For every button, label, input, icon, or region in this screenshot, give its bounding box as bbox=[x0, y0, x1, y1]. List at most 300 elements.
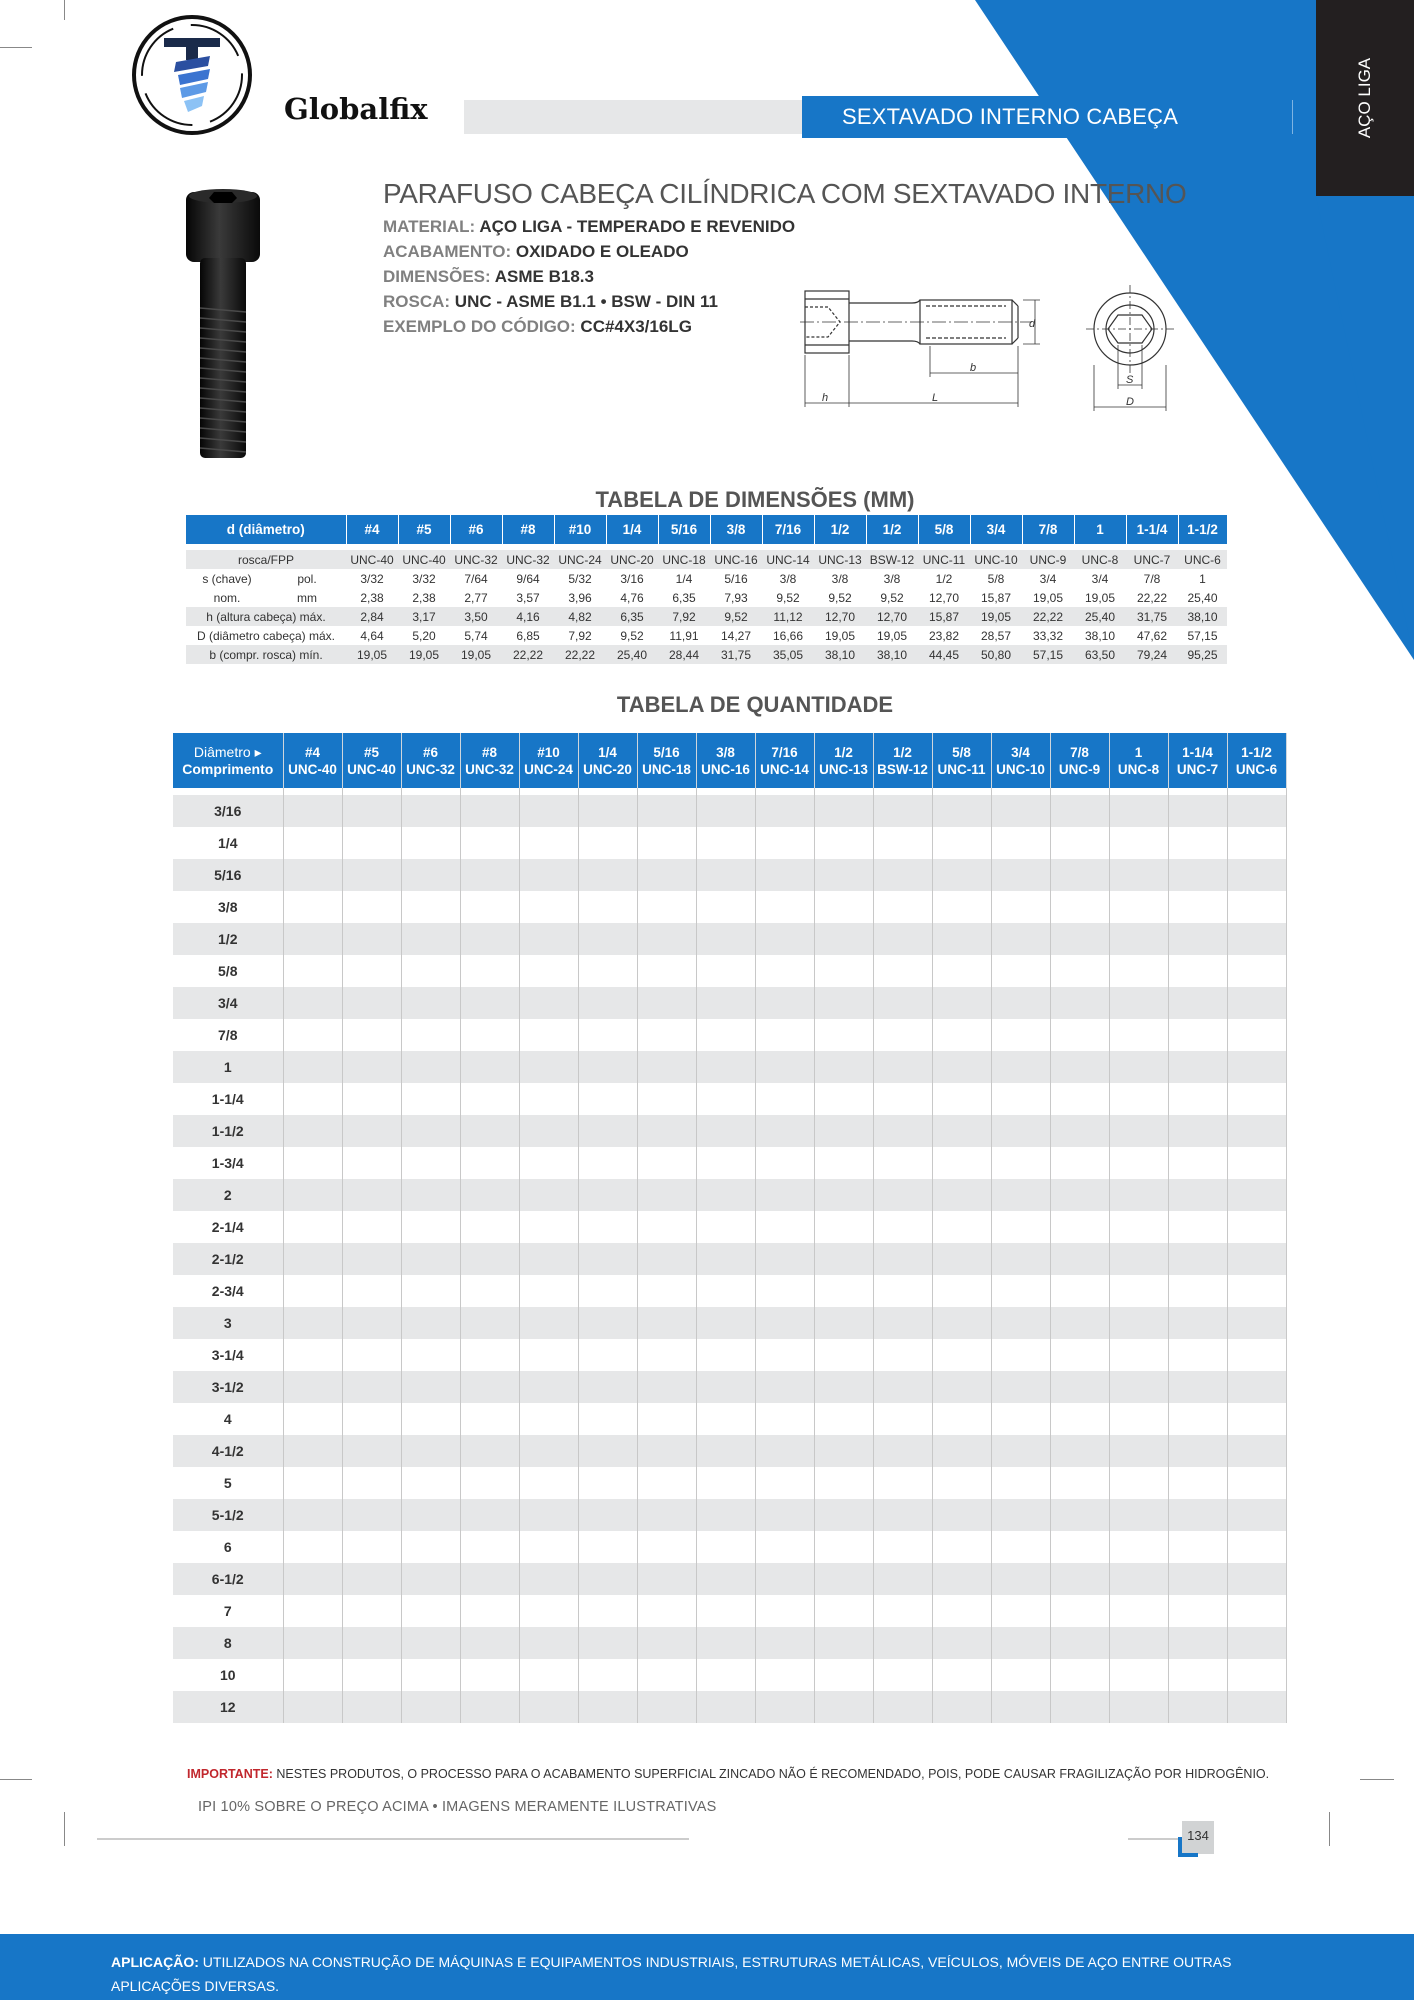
qty-cell[interactable] bbox=[283, 1275, 342, 1307]
qty-cell[interactable] bbox=[519, 1243, 578, 1275]
qty-cell[interactable] bbox=[873, 827, 932, 859]
qty-cell[interactable] bbox=[519, 1691, 578, 1723]
qty-cell[interactable] bbox=[991, 1179, 1050, 1211]
qty-cell[interactable] bbox=[755, 1243, 814, 1275]
qty-cell[interactable] bbox=[873, 1595, 932, 1627]
qty-cell[interactable] bbox=[283, 1659, 342, 1691]
qty-cell[interactable] bbox=[755, 1691, 814, 1723]
qty-cell[interactable] bbox=[1050, 1339, 1109, 1371]
qty-cell[interactable] bbox=[1168, 859, 1227, 891]
qty-cell[interactable] bbox=[1050, 1499, 1109, 1531]
qty-cell[interactable] bbox=[991, 1531, 1050, 1563]
qty-cell[interactable] bbox=[1109, 1243, 1168, 1275]
qty-cell[interactable] bbox=[1227, 1403, 1286, 1435]
qty-cell[interactable] bbox=[460, 827, 519, 859]
qty-cell[interactable] bbox=[342, 827, 401, 859]
qty-cell[interactable] bbox=[755, 1595, 814, 1627]
qty-cell[interactable] bbox=[696, 1659, 755, 1691]
qty-cell[interactable] bbox=[1050, 1435, 1109, 1467]
qty-cell[interactable] bbox=[991, 1435, 1050, 1467]
qty-cell[interactable] bbox=[755, 923, 814, 955]
qty-cell[interactable] bbox=[401, 1691, 460, 1723]
qty-cell[interactable] bbox=[342, 1659, 401, 1691]
qty-cell[interactable] bbox=[401, 1627, 460, 1659]
qty-cell[interactable] bbox=[932, 955, 991, 987]
qty-cell[interactable] bbox=[991, 1563, 1050, 1595]
qty-cell[interactable] bbox=[578, 1307, 637, 1339]
qty-cell[interactable] bbox=[932, 1467, 991, 1499]
qty-cell[interactable] bbox=[696, 1499, 755, 1531]
qty-cell[interactable] bbox=[1050, 1627, 1109, 1659]
qty-cell[interactable] bbox=[932, 1691, 991, 1723]
qty-cell[interactable] bbox=[578, 1211, 637, 1243]
qty-cell[interactable] bbox=[873, 1307, 932, 1339]
qty-cell[interactable] bbox=[873, 1371, 932, 1403]
qty-cell[interactable] bbox=[1168, 1595, 1227, 1627]
qty-cell[interactable] bbox=[873, 923, 932, 955]
qty-cell[interactable] bbox=[519, 827, 578, 859]
qty-cell[interactable] bbox=[342, 923, 401, 955]
qty-cell[interactable] bbox=[1109, 1179, 1168, 1211]
qty-cell[interactable] bbox=[1227, 1083, 1286, 1115]
qty-cell[interactable] bbox=[1050, 1563, 1109, 1595]
qty-cell[interactable] bbox=[637, 1467, 696, 1499]
qty-cell[interactable] bbox=[991, 1275, 1050, 1307]
qty-cell[interactable] bbox=[873, 1275, 932, 1307]
qty-cell[interactable] bbox=[1050, 827, 1109, 859]
qty-cell[interactable] bbox=[283, 1339, 342, 1371]
qty-cell[interactable] bbox=[283, 1531, 342, 1563]
qty-cell[interactable] bbox=[342, 1435, 401, 1467]
qty-cell[interactable] bbox=[696, 987, 755, 1019]
qty-cell[interactable] bbox=[342, 1275, 401, 1307]
qty-cell[interactable] bbox=[637, 1115, 696, 1147]
qty-cell[interactable] bbox=[1109, 1531, 1168, 1563]
qty-cell[interactable] bbox=[283, 1147, 342, 1179]
qty-cell[interactable] bbox=[401, 987, 460, 1019]
qty-cell[interactable] bbox=[283, 1211, 342, 1243]
qty-cell[interactable] bbox=[755, 1467, 814, 1499]
qty-cell[interactable] bbox=[932, 1083, 991, 1115]
qty-cell[interactable] bbox=[932, 1371, 991, 1403]
qty-cell[interactable] bbox=[1227, 1307, 1286, 1339]
qty-cell[interactable] bbox=[814, 1435, 873, 1467]
qty-cell[interactable] bbox=[932, 1211, 991, 1243]
qty-cell[interactable] bbox=[1109, 1339, 1168, 1371]
qty-cell[interactable] bbox=[932, 1403, 991, 1435]
qty-cell[interactable] bbox=[1050, 1531, 1109, 1563]
qty-cell[interactable] bbox=[342, 1051, 401, 1083]
qty-cell[interactable] bbox=[932, 1531, 991, 1563]
qty-cell[interactable] bbox=[460, 859, 519, 891]
qty-cell[interactable] bbox=[696, 1627, 755, 1659]
qty-cell[interactable] bbox=[991, 1467, 1050, 1499]
qty-cell[interactable] bbox=[401, 795, 460, 827]
qty-cell[interactable] bbox=[932, 923, 991, 955]
qty-cell[interactable] bbox=[1109, 1563, 1168, 1595]
qty-cell[interactable] bbox=[283, 1243, 342, 1275]
qty-cell[interactable] bbox=[401, 955, 460, 987]
qty-cell[interactable] bbox=[1109, 1275, 1168, 1307]
qty-cell[interactable] bbox=[814, 1595, 873, 1627]
qty-cell[interactable] bbox=[519, 1275, 578, 1307]
qty-cell[interactable] bbox=[460, 1179, 519, 1211]
qty-cell[interactable] bbox=[519, 1563, 578, 1595]
qty-cell[interactable] bbox=[1050, 1691, 1109, 1723]
qty-cell[interactable] bbox=[283, 1563, 342, 1595]
qty-cell[interactable] bbox=[696, 1467, 755, 1499]
qty-cell[interactable] bbox=[814, 1467, 873, 1499]
qty-cell[interactable] bbox=[1050, 1275, 1109, 1307]
qty-cell[interactable] bbox=[814, 859, 873, 891]
qty-cell[interactable] bbox=[342, 1083, 401, 1115]
qty-cell[interactable] bbox=[1050, 955, 1109, 987]
qty-cell[interactable] bbox=[283, 987, 342, 1019]
qty-cell[interactable] bbox=[401, 1019, 460, 1051]
qty-cell[interactable] bbox=[283, 1467, 342, 1499]
qty-cell[interactable] bbox=[460, 1339, 519, 1371]
qty-cell[interactable] bbox=[1227, 1467, 1286, 1499]
qty-cell[interactable] bbox=[696, 859, 755, 891]
qty-cell[interactable] bbox=[578, 1595, 637, 1627]
qty-cell[interactable] bbox=[873, 891, 932, 923]
qty-cell[interactable] bbox=[991, 1147, 1050, 1179]
qty-cell[interactable] bbox=[637, 1595, 696, 1627]
qty-cell[interactable] bbox=[401, 1211, 460, 1243]
qty-cell[interactable] bbox=[1109, 1403, 1168, 1435]
qty-cell[interactable] bbox=[932, 987, 991, 1019]
qty-cell[interactable] bbox=[460, 1531, 519, 1563]
qty-cell[interactable] bbox=[1109, 1499, 1168, 1531]
qty-cell[interactable] bbox=[1227, 923, 1286, 955]
qty-cell[interactable] bbox=[401, 1051, 460, 1083]
qty-cell[interactable] bbox=[637, 1083, 696, 1115]
qty-cell[interactable] bbox=[342, 1531, 401, 1563]
qty-cell[interactable] bbox=[519, 1371, 578, 1403]
qty-cell[interactable] bbox=[1109, 1307, 1168, 1339]
qty-cell[interactable] bbox=[1050, 859, 1109, 891]
qty-cell[interactable] bbox=[991, 1211, 1050, 1243]
qty-cell[interactable] bbox=[1050, 1371, 1109, 1403]
qty-cell[interactable] bbox=[1050, 1115, 1109, 1147]
qty-cell[interactable] bbox=[578, 1659, 637, 1691]
qty-cell[interactable] bbox=[1109, 1211, 1168, 1243]
qty-cell[interactable] bbox=[1227, 827, 1286, 859]
qty-cell[interactable] bbox=[637, 1371, 696, 1403]
qty-cell[interactable] bbox=[991, 955, 1050, 987]
qty-cell[interactable] bbox=[873, 1467, 932, 1499]
qty-cell[interactable] bbox=[519, 1211, 578, 1243]
qty-cell[interactable] bbox=[519, 1115, 578, 1147]
qty-cell[interactable] bbox=[401, 1339, 460, 1371]
qty-cell[interactable] bbox=[637, 1531, 696, 1563]
qty-cell[interactable] bbox=[460, 1659, 519, 1691]
qty-cell[interactable] bbox=[1168, 1019, 1227, 1051]
qty-cell[interactable] bbox=[637, 1659, 696, 1691]
qty-cell[interactable] bbox=[1050, 1403, 1109, 1435]
qty-cell[interactable] bbox=[1168, 1115, 1227, 1147]
qty-cell[interactable] bbox=[637, 1179, 696, 1211]
qty-cell[interactable] bbox=[401, 1403, 460, 1435]
qty-cell[interactable] bbox=[873, 1691, 932, 1723]
qty-cell[interactable] bbox=[460, 1371, 519, 1403]
qty-cell[interactable] bbox=[814, 987, 873, 1019]
qty-cell[interactable] bbox=[932, 1595, 991, 1627]
qty-cell[interactable] bbox=[519, 1531, 578, 1563]
qty-cell[interactable] bbox=[1227, 1563, 1286, 1595]
qty-cell[interactable] bbox=[519, 1147, 578, 1179]
qty-cell[interactable] bbox=[696, 1147, 755, 1179]
qty-cell[interactable] bbox=[460, 955, 519, 987]
qty-cell[interactable] bbox=[578, 1147, 637, 1179]
qty-cell[interactable] bbox=[519, 1595, 578, 1627]
qty-cell[interactable] bbox=[519, 1467, 578, 1499]
qty-cell[interactable] bbox=[873, 1339, 932, 1371]
qty-cell[interactable] bbox=[814, 1083, 873, 1115]
qty-cell[interactable] bbox=[755, 1563, 814, 1595]
qty-cell[interactable] bbox=[1168, 1467, 1227, 1499]
qty-cell[interactable] bbox=[991, 891, 1050, 923]
qty-cell[interactable] bbox=[460, 923, 519, 955]
qty-cell[interactable] bbox=[755, 1307, 814, 1339]
qty-cell[interactable] bbox=[637, 1563, 696, 1595]
qty-cell[interactable] bbox=[696, 1243, 755, 1275]
qty-cell[interactable] bbox=[814, 1531, 873, 1563]
qty-cell[interactable] bbox=[283, 1179, 342, 1211]
qty-cell[interactable] bbox=[1050, 1019, 1109, 1051]
qty-cell[interactable] bbox=[401, 1115, 460, 1147]
qty-cell[interactable] bbox=[873, 795, 932, 827]
qty-cell[interactable] bbox=[1227, 795, 1286, 827]
qty-cell[interactable] bbox=[1227, 1179, 1286, 1211]
qty-cell[interactable] bbox=[342, 955, 401, 987]
qty-cell[interactable] bbox=[578, 1179, 637, 1211]
qty-cell[interactable] bbox=[1227, 1147, 1286, 1179]
qty-cell[interactable] bbox=[519, 1627, 578, 1659]
qty-cell[interactable] bbox=[755, 1403, 814, 1435]
qty-cell[interactable] bbox=[814, 1019, 873, 1051]
qty-cell[interactable] bbox=[460, 1051, 519, 1083]
qty-cell[interactable] bbox=[578, 1275, 637, 1307]
qty-cell[interactable] bbox=[1168, 1499, 1227, 1531]
qty-cell[interactable] bbox=[696, 891, 755, 923]
qty-cell[interactable] bbox=[873, 1243, 932, 1275]
qty-cell[interactable] bbox=[578, 1083, 637, 1115]
qty-cell[interactable] bbox=[755, 795, 814, 827]
qty-cell[interactable] bbox=[578, 1051, 637, 1083]
qty-cell[interactable] bbox=[1050, 1147, 1109, 1179]
qty-cell[interactable] bbox=[283, 1115, 342, 1147]
qty-cell[interactable] bbox=[1168, 827, 1227, 859]
qty-cell[interactable] bbox=[460, 1563, 519, 1595]
qty-cell[interactable] bbox=[1227, 1691, 1286, 1723]
qty-cell[interactable] bbox=[637, 1147, 696, 1179]
qty-cell[interactable] bbox=[519, 1435, 578, 1467]
qty-cell[interactable] bbox=[814, 1403, 873, 1435]
qty-cell[interactable] bbox=[755, 891, 814, 923]
qty-cell[interactable] bbox=[342, 1115, 401, 1147]
qty-cell[interactable] bbox=[342, 1147, 401, 1179]
qty-cell[interactable] bbox=[519, 795, 578, 827]
qty-cell[interactable] bbox=[1227, 1115, 1286, 1147]
qty-cell[interactable] bbox=[460, 1691, 519, 1723]
qty-cell[interactable] bbox=[1109, 1083, 1168, 1115]
qty-cell[interactable] bbox=[460, 1627, 519, 1659]
qty-cell[interactable] bbox=[814, 1307, 873, 1339]
qty-cell[interactable] bbox=[519, 891, 578, 923]
qty-cell[interactable] bbox=[460, 1275, 519, 1307]
qty-cell[interactable] bbox=[873, 1531, 932, 1563]
qty-cell[interactable] bbox=[1168, 1659, 1227, 1691]
qty-cell[interactable] bbox=[637, 859, 696, 891]
qty-cell[interactable] bbox=[696, 1051, 755, 1083]
qty-cell[interactable] bbox=[991, 1403, 1050, 1435]
qty-cell[interactable] bbox=[342, 1179, 401, 1211]
qty-cell[interactable] bbox=[814, 1691, 873, 1723]
qty-cell[interactable] bbox=[755, 987, 814, 1019]
qty-cell[interactable] bbox=[401, 859, 460, 891]
qty-cell[interactable] bbox=[696, 1115, 755, 1147]
qty-cell[interactable] bbox=[814, 1499, 873, 1531]
qty-cell[interactable] bbox=[1109, 1115, 1168, 1147]
qty-cell[interactable] bbox=[519, 1051, 578, 1083]
qty-cell[interactable] bbox=[696, 1179, 755, 1211]
qty-cell[interactable] bbox=[283, 1435, 342, 1467]
qty-cell[interactable] bbox=[578, 987, 637, 1019]
qty-cell[interactable] bbox=[460, 1211, 519, 1243]
qty-cell[interactable] bbox=[991, 1627, 1050, 1659]
qty-cell[interactable] bbox=[873, 1499, 932, 1531]
qty-cell[interactable] bbox=[578, 1499, 637, 1531]
qty-cell[interactable] bbox=[283, 859, 342, 891]
qty-cell[interactable] bbox=[991, 1499, 1050, 1531]
qty-cell[interactable] bbox=[519, 1019, 578, 1051]
qty-cell[interactable] bbox=[283, 1307, 342, 1339]
qty-cell[interactable] bbox=[1168, 1179, 1227, 1211]
qty-cell[interactable] bbox=[342, 1243, 401, 1275]
qty-cell[interactable] bbox=[696, 1339, 755, 1371]
qty-cell[interactable] bbox=[401, 891, 460, 923]
qty-cell[interactable] bbox=[1050, 1083, 1109, 1115]
qty-cell[interactable] bbox=[637, 1339, 696, 1371]
qty-cell[interactable] bbox=[519, 1083, 578, 1115]
qty-cell[interactable] bbox=[932, 1499, 991, 1531]
qty-cell[interactable] bbox=[1109, 1627, 1168, 1659]
qty-cell[interactable] bbox=[755, 1371, 814, 1403]
qty-cell[interactable] bbox=[637, 923, 696, 955]
qty-cell[interactable] bbox=[1227, 1051, 1286, 1083]
qty-cell[interactable] bbox=[814, 1659, 873, 1691]
qty-cell[interactable] bbox=[1050, 1595, 1109, 1627]
qty-cell[interactable] bbox=[932, 1115, 991, 1147]
qty-cell[interactable] bbox=[401, 1563, 460, 1595]
qty-cell[interactable] bbox=[1168, 1147, 1227, 1179]
qty-cell[interactable] bbox=[755, 1531, 814, 1563]
qty-cell[interactable] bbox=[342, 1371, 401, 1403]
qty-cell[interactable] bbox=[342, 1019, 401, 1051]
qty-cell[interactable] bbox=[932, 1563, 991, 1595]
qty-cell[interactable] bbox=[401, 1083, 460, 1115]
qty-cell[interactable] bbox=[873, 859, 932, 891]
qty-cell[interactable] bbox=[283, 1627, 342, 1659]
qty-cell[interactable] bbox=[814, 1339, 873, 1371]
qty-cell[interactable] bbox=[696, 1403, 755, 1435]
qty-cell[interactable] bbox=[814, 1627, 873, 1659]
qty-cell[interactable] bbox=[932, 1659, 991, 1691]
qty-cell[interactable] bbox=[932, 1243, 991, 1275]
qty-cell[interactable] bbox=[814, 1051, 873, 1083]
qty-cell[interactable] bbox=[814, 795, 873, 827]
qty-cell[interactable] bbox=[578, 859, 637, 891]
qty-cell[interactable] bbox=[755, 1115, 814, 1147]
qty-cell[interactable] bbox=[932, 1627, 991, 1659]
qty-cell[interactable] bbox=[637, 1051, 696, 1083]
qty-cell[interactable] bbox=[637, 827, 696, 859]
qty-cell[interactable] bbox=[932, 1339, 991, 1371]
qty-cell[interactable] bbox=[1168, 1435, 1227, 1467]
qty-cell[interactable] bbox=[991, 1243, 1050, 1275]
qty-cell[interactable] bbox=[1109, 1435, 1168, 1467]
qty-cell[interactable] bbox=[873, 955, 932, 987]
qty-cell[interactable] bbox=[814, 1243, 873, 1275]
qty-cell[interactable] bbox=[637, 795, 696, 827]
qty-cell[interactable] bbox=[755, 1019, 814, 1051]
qty-cell[interactable] bbox=[1050, 1467, 1109, 1499]
qty-cell[interactable] bbox=[1050, 1243, 1109, 1275]
qty-cell[interactable] bbox=[283, 1019, 342, 1051]
qty-cell[interactable] bbox=[991, 1115, 1050, 1147]
qty-cell[interactable] bbox=[460, 1595, 519, 1627]
qty-cell[interactable] bbox=[1109, 891, 1168, 923]
qty-cell[interactable] bbox=[1168, 923, 1227, 955]
qty-cell[interactable] bbox=[342, 1211, 401, 1243]
qty-cell[interactable] bbox=[519, 1499, 578, 1531]
qty-cell[interactable] bbox=[1168, 891, 1227, 923]
qty-cell[interactable] bbox=[578, 955, 637, 987]
qty-cell[interactable] bbox=[1227, 987, 1286, 1019]
qty-cell[interactable] bbox=[401, 827, 460, 859]
qty-cell[interactable] bbox=[755, 1147, 814, 1179]
qty-cell[interactable] bbox=[401, 1659, 460, 1691]
qty-cell[interactable] bbox=[637, 1435, 696, 1467]
qty-cell[interactable] bbox=[814, 1371, 873, 1403]
qty-cell[interactable] bbox=[401, 1595, 460, 1627]
qty-cell[interactable] bbox=[873, 987, 932, 1019]
qty-cell[interactable] bbox=[1109, 1595, 1168, 1627]
qty-cell[interactable] bbox=[283, 891, 342, 923]
qty-cell[interactable] bbox=[401, 1435, 460, 1467]
qty-cell[interactable] bbox=[932, 1275, 991, 1307]
qty-cell[interactable] bbox=[283, 955, 342, 987]
qty-cell[interactable] bbox=[1168, 1307, 1227, 1339]
qty-cell[interactable] bbox=[696, 955, 755, 987]
qty-cell[interactable] bbox=[755, 1275, 814, 1307]
qty-cell[interactable] bbox=[283, 827, 342, 859]
qty-cell[interactable] bbox=[342, 1595, 401, 1627]
qty-cell[interactable] bbox=[755, 955, 814, 987]
qty-cell[interactable] bbox=[637, 1243, 696, 1275]
qty-cell[interactable] bbox=[1227, 1659, 1286, 1691]
qty-cell[interactable] bbox=[814, 1147, 873, 1179]
qty-cell[interactable] bbox=[873, 1179, 932, 1211]
qty-cell[interactable] bbox=[401, 1243, 460, 1275]
qty-cell[interactable] bbox=[1109, 987, 1168, 1019]
qty-cell[interactable] bbox=[401, 923, 460, 955]
qty-cell[interactable] bbox=[755, 1339, 814, 1371]
qty-cell[interactable] bbox=[814, 1211, 873, 1243]
qty-cell[interactable] bbox=[519, 955, 578, 987]
qty-cell[interactable] bbox=[873, 1051, 932, 1083]
